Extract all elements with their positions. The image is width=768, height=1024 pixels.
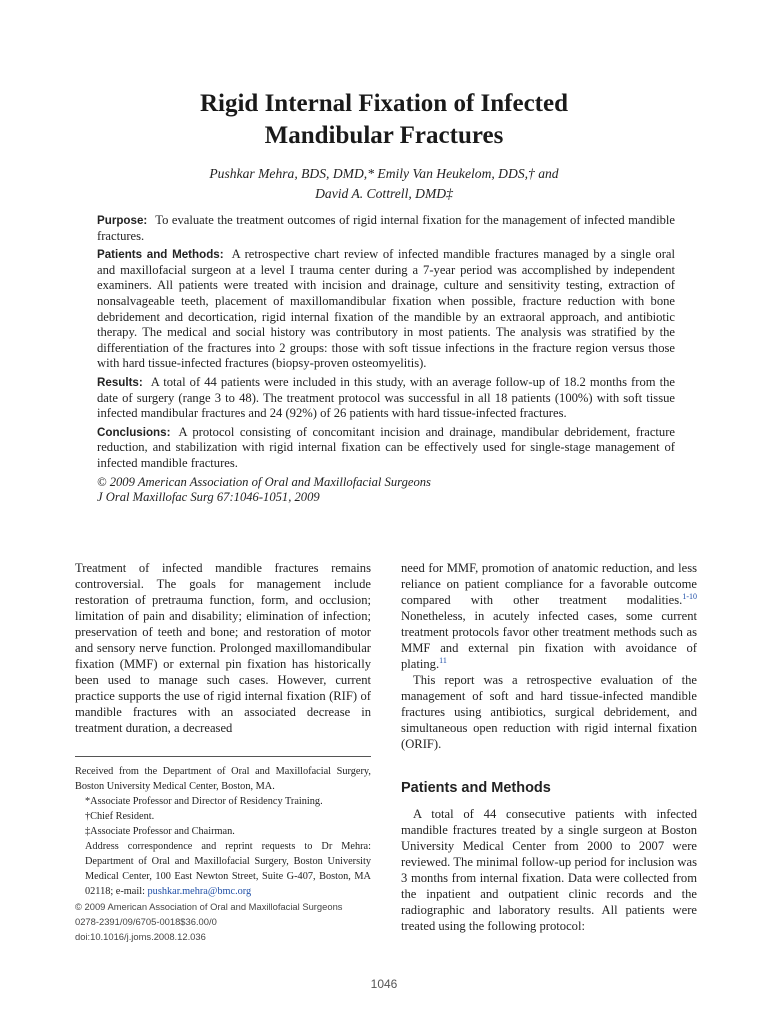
abstract-methods <box>97 247 675 372</box>
methods-paragraph: A total of 44 consecutive patients with infected mandible fractures treated by a single surgeon at Boston University Medical Center from 2000 to 2007 were reviewed. The minimal follow-up period for inclusion was 3 months from internal fixation. Data were collected from the inpatient and outpatient clinic records and the radiographic and laboratory results. All patients were treated using the following protocol: <box>401 807 697 933</box>
title-line-1: Rigid Internal Fixation of Infected <box>199 90 569 117</box>
intro-cont-text-b: Nonetheless, in acutely infected cases, some current treatment protocols favor other treatment methods such as MMF and external pin fixation with avoidance of plating. <box>401 609 697 671</box>
body-column-right <box>401 560 697 752</box>
footnote-doi: doi:10.1016/j.joms.2008.12.036 <box>75 931 206 942</box>
abstract-copyright: © 2009 American Association of Oral and Maxillofacial Surgeons <box>97 474 431 489</box>
page-number: 1046 <box>370 977 398 991</box>
section-heading-patients-methods: Patients and Methods <box>401 780 551 796</box>
results-label: Results: <box>97 375 143 389</box>
purpose-label: Purpose: <box>97 214 148 227</box>
reference-link-11[interactable]: 11 <box>439 655 447 665</box>
footnote-divider <box>75 756 371 757</box>
footnote-issn: 0278-2391/09/6705-0018$36.00/0 <box>75 916 217 927</box>
intro-cont-text-a: need for MMF, promotion of anatomic reduction, and less reliance on patient compliance for a favorable outcome compared with other treatment modalities. <box>401 561 697 607</box>
results-text: A total of 44 patients were included in this study, with an average follow-up of 18.2 months from the date of surgery (range 3 to 48). The treatment protocol was successful in all 18 patients (100%) with soft tissue infected mandibular fractures and 24 (92%) of 26 patients with hard tissue-infected fractures. <box>97 374 675 421</box>
abstract-results <box>97 375 675 422</box>
footnotes <box>75 764 371 944</box>
footnote-1: *Associate Professor and Director of Residency Training. <box>85 796 323 807</box>
authors-line-1: Pushkar Mehra, BDS, DMD,* Emily Van Heukelom, DDS,† and <box>209 166 559 181</box>
methods-text: A retrospective chart review of infected mandible fractures managed by a single oral and maxillofacial surgeon at a level I trauma center during a 7-year period was accomplished by independent examiners. All patients were treated with incision and drainage, culture and sensitivity testing, extraction of nonsalvageable teeth, placement of maxillomandibular fixation when possible, fracture reduction with bone debridement and decortication, rigid internal fixation of the mandible by an extraoral approach, and antibiotic therapy. The medical and social history was contributory in most patients. The analysis was stratified by the differentiation of the fractures into 2 groups: those with soft tissue infections in the fracture region versus those with hard tissue-infected fractures (biopsy-proven osteomyelitis). <box>97 247 675 371</box>
methods-label: Patients and Methods: <box>97 248 224 262</box>
address-text: Address correspondence and reprint requests to Dr Mehra: Department of Oral and Maxillofacial Surgery, Boston University Medical Center, 100 East Newton Street, Suite G-407, Boston, MA 02118; e-mail: <box>85 841 371 897</box>
footnote-received: Received from the Department of Oral and Maxillofacial Surgery, Boston University Medical Center, Boston, MA. <box>75 766 371 792</box>
body-column-left <box>75 560 371 736</box>
footnote-3: ‡Associate Professor and Chairman. <box>85 826 235 837</box>
email-link[interactable]: pushkar.mehra@bmc.org <box>147 886 252 897</box>
report-paragraph: This report was a retrospective evaluation of the management of soft and hard tissue-infected mandible fractures using antibiotics, surgical debridement, and simultaneous open reduction with rigid internal fixation (ORIF). <box>401 673 697 751</box>
conclusions-text: A protocol consisting of concomitant incision and drainage, mandibular debridement, fracture reduction, and stabilization with rigid internal fixation can be effectively used for single-stage management of infected mandible fractures. <box>97 424 675 470</box>
authors-line-2: David A. Cottrell, DMD‡ <box>315 186 453 201</box>
abstract-conclusions <box>97 425 675 472</box>
title-line-2: Mandibular Fractures <box>264 122 504 149</box>
intro-continuation <box>401 560 697 672</box>
intro-paragraph: Treatment of infected mandible fractures remains controversial. The goals for management include restoration of pretrauma function, form, and occlusion; limitation of pain and disability; elimination of infection; preservation of teeth and bone; and restoration of motor and sensory nerve function. Prolonged maxillomandibular fixation (MMF) or external pin fixation has historically been used to manage such cases. However, current practice supports the use of rigid internal fixation (RIF) of mandible fractures with an associated decrease in treatment duration, a decreased <box>75 561 371 735</box>
abstract-purpose <box>97 213 675 244</box>
conclusions-label: Conclusions: <box>97 425 171 439</box>
author-list <box>0 164 768 204</box>
methods-column <box>401 806 697 934</box>
abstract-citation: J Oral Maxillofac Surg 67:1046-1051, 2009 <box>97 490 320 505</box>
footnote-2: †Chief Resident. <box>85 811 155 822</box>
article-title <box>0 88 768 152</box>
reference-link-1-10[interactable]: 1-10 <box>682 591 697 601</box>
purpose-text: To evaluate the treatment outcomes of rigid internal fixation for the management of infected mandible fractures. <box>97 213 675 243</box>
footnote-copyright: © 2009 American Association of Oral and Maxillofacial Surgeons <box>75 901 343 912</box>
abstract <box>97 213 675 506</box>
footnote-address <box>75 839 371 899</box>
